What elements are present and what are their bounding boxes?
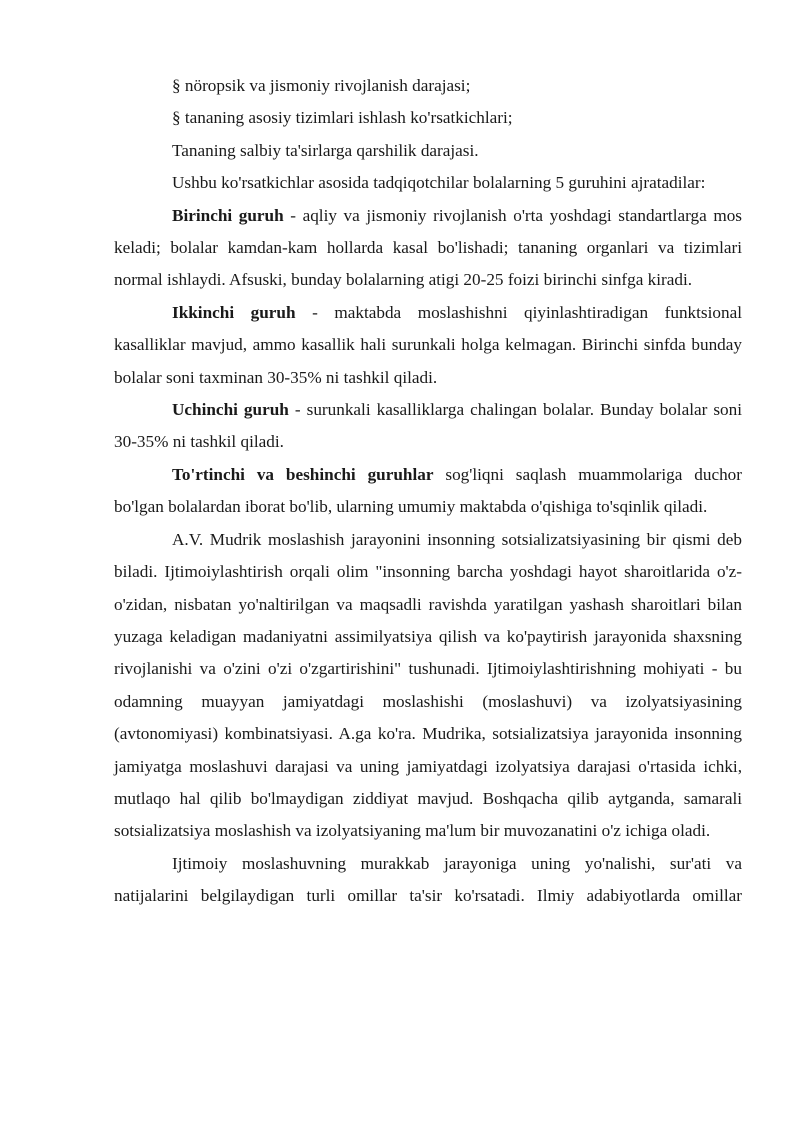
group-4-5-text: sog'liqni saqlash muammolariga duchor bo'lgan bolalardan iborat bo'lib, ularning umumiy maktabda o'qishiga to'sqinlik qiladi. <box>114 464 742 517</box>
bullet-neuropsychic: § nöropsik va jismoniy rivojlanish darajasi; <box>172 76 471 95</box>
group-2-text: - maktabda moslashishni qiyinlashtiradigan funktsional kasalliklar mavjud, ammo kasallik hali surunkali holga kelmagan. Birinchi sinfda bunday bolalar soni taxminan 30-35% ni tashkil qiladi. <box>114 302 742 387</box>
group-3-text: - surunkali kasalliklarga chalingan bolalar. Bunday bolalar soni 30-35% ni tashkil qiladi. <box>114 400 743 452</box>
group-1-paragraph <box>114 200 742 297</box>
group-4-5-title: To'rtinchi va beshinchi guruhlar <box>172 464 434 484</box>
bullet-resistance: Tananing salbiy ta'sirlarga qarshilik darajasi. <box>172 140 479 160</box>
bullet-body-systems: § tananing asosiy tizimlari ishlash ko'rsatkichlari; <box>172 108 513 128</box>
group-1-title: Birinchi guruh <box>172 205 284 225</box>
group-2-title: Ikkinchi guruh <box>172 302 296 322</box>
group-3-paragraph <box>114 394 742 459</box>
adaptation-factors-paragraph: Ijtimoiy moslashuvning murakkab jarayoniga uning yo'nalishi, sur'ati va natijalarini belgilaydigan turli omillar ta'sir ko'rsatadi. Ilmiy adabiyotlarda omillar <box>114 853 742 906</box>
group-2-paragraph <box>114 297 742 394</box>
intro-paragraph: Ushbu ko'rsatkichlar asosida tadqiqotchilar bolalarning 5 guruhini ajratadilar: <box>172 173 706 193</box>
group-3-title: Uchinchi guruh <box>172 400 289 420</box>
document-page <box>114 70 742 913</box>
group-1-text: - aqliy va jismoniy rivojlanish o'rta yoshdagi standartlarga mos keladi; bolalar kamdan-kam hollarda kasal bo'lishadi; tananing organlari va tizimlari normal ishlaydi. Afsuski, bunday bolalarning atigi 20-25 foizi birinchi sinfga kiradi. <box>114 205 742 290</box>
group-4-5-paragraph <box>114 459 742 524</box>
mudrik-paragraph: A.V. Mudrik moslashish jarayonini insonning sotsializatsiyasining bir qismi deb biladi. Ijtimoiylashtirish orqali olim "insonning barcha yoshdagi hayot sharoitlarida o'z-o'zidan, nisbatan yo'naltirilgan va maqsadli ravishda yaratilgan yashash sharoitlari bilan yuzaga keladigan madaniyatni assimilyatsiya qilish va ko'paytirish jarayonida shaxsning rivojlanishi va o'zini o'zi o'zgartirishini" tushunadi. Ijtimoiylashtirishning mohiyati - bu odamning muayyan jamiyatdagi moslashishi (moslashuvi) va izolyatsiyasining (avtonomiyasi) kombinatsiyasi. A.ga ko'ra. Mudrika, sotsializatsiya jarayonida insonning jamiyatga moslashuvi darajasi va uning jamiyatdagi izolyatsiya darajasi o'rtasida ichki, mutlaqo hal qilib bo'lmaydigan ziddiyat mavjud. Boshqacha qilib aytganda, samarali sotsializatsiya moslashish va izolyatsiyaning ma'lum bir muvozanatini o'z ichiga oladi. <box>114 529 742 841</box>
